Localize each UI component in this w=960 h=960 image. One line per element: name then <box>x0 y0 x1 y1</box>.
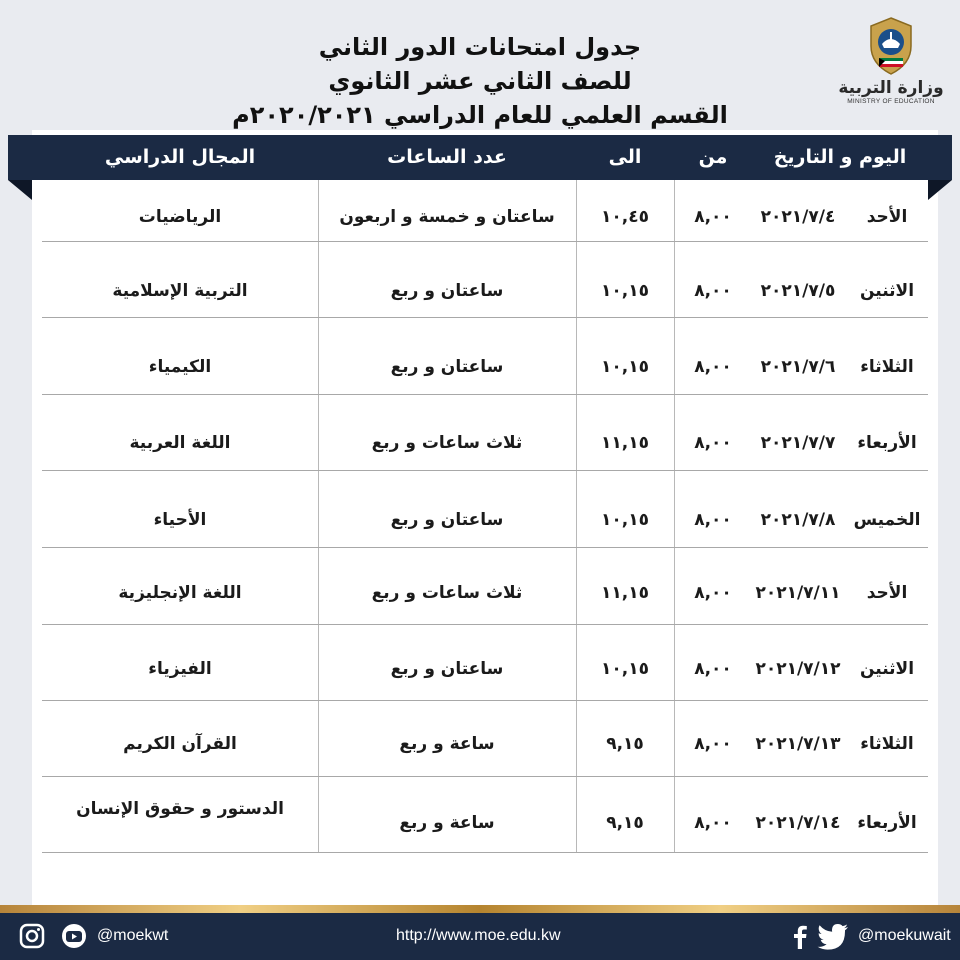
page-title <box>200 30 760 132</box>
cell-from: ٨,٠٠ <box>694 734 732 754</box>
cell-subject: القرآن الكريم <box>123 734 237 754</box>
title-line-1: جدول امتحانات الدور الثاني <box>318 33 642 61</box>
row-divider <box>42 700 928 701</box>
row-divider <box>42 547 928 548</box>
cell-date: ٢٠٢١/٧/٧ <box>760 433 836 453</box>
cell-subject: الرياضيات <box>138 207 222 227</box>
cell-date: ٢٠٢١/٧/١١ <box>755 583 841 603</box>
cell-to: ١٠,١٥ <box>601 659 649 679</box>
cell-hours: ثلاث ساعات و ربع <box>371 433 523 453</box>
header-from: من <box>698 146 728 168</box>
row-divider <box>42 852 928 853</box>
cell-from: ٨,٠٠ <box>694 510 732 530</box>
footer-website-link[interactable]: http://www.moe.edu.kw <box>396 927 561 944</box>
header-subject: المجال الدراسي <box>104 146 256 168</box>
cell-from: ٨,٠٠ <box>694 281 732 301</box>
cell-date: ٢٠٢١/٧/٥ <box>760 281 836 301</box>
cell-subject: الدستور و حقوق الإنسان <box>76 799 284 819</box>
ministry-logo <box>836 16 946 105</box>
cell-from: ٨,٠٠ <box>694 583 732 603</box>
cell-date: ٢٠٢١/٧/٦ <box>760 357 836 377</box>
cell-hours: ثلاث ساعات و ربع <box>371 583 523 603</box>
cell-hours: ساعة و ربع <box>399 734 495 754</box>
cell-to: ٩,١٥ <box>606 813 644 833</box>
cell-date: ٢٠٢١/٧/١٢ <box>755 659 841 679</box>
row-divider <box>42 317 928 318</box>
cell-day: الأربعاء <box>857 813 917 833</box>
cell-day: الأحد <box>866 207 908 227</box>
cell-subject: اللغة العربية <box>129 433 231 453</box>
cell-hours: ساعتان و ربع <box>390 659 504 679</box>
row-divider <box>42 394 928 395</box>
cell-date: ٢٠٢١/٧/٨ <box>760 510 836 530</box>
cell-from: ٨,٠٠ <box>694 813 732 833</box>
cell-to: ١٠,١٥ <box>601 510 649 530</box>
cell-from: ٨,٠٠ <box>694 357 732 377</box>
row-divider <box>42 241 928 242</box>
cell-day: الثلاثاء <box>860 734 914 754</box>
cell-subject: التربية الإسلامية <box>112 281 248 301</box>
cell-day: الاثنين <box>859 281 915 301</box>
cell-to: ١٠,٤٥ <box>601 207 649 227</box>
logo-arabic-text: وزارة التربية <box>838 78 944 98</box>
header-fold-left <box>8 180 32 200</box>
cell-from: ٨,٠٠ <box>694 433 732 453</box>
footer-gold-stripe <box>0 905 960 913</box>
cell-to: ١٠,١٥ <box>601 357 649 377</box>
header-day-date: اليوم و التاريخ <box>773 146 907 168</box>
logo-english-text: MINISTRY OF EDUCATION <box>847 98 935 105</box>
cell-hours: ساعة و ربع <box>399 813 495 833</box>
cell-day: الأحد <box>866 583 908 603</box>
footer-left-handle[interactable]: @moekwt <box>97 927 169 944</box>
row-divider <box>42 624 928 625</box>
youtube-icon[interactable] <box>60 922 88 950</box>
header-to: الى <box>608 146 642 168</box>
header-fold-right <box>928 180 952 200</box>
cell-day: الاثنين <box>859 659 915 679</box>
cell-day: الخميس <box>853 510 921 530</box>
cell-from: ٨,٠٠ <box>694 207 732 227</box>
title-line-3: القسم العلمي للعام الدراسي ٢٠٢٠/٢٠٢١م <box>232 101 728 129</box>
cell-date: ٢٠٢١/٧/١٣ <box>755 734 841 754</box>
cell-to: ١٠,١٥ <box>601 281 649 301</box>
cell-subject: الأحياء <box>153 510 207 530</box>
cell-to: ١١,١٥ <box>601 433 649 453</box>
kuwait-crest-icon <box>865 16 917 76</box>
twitter-icon[interactable] <box>816 922 850 950</box>
row-divider <box>42 470 928 471</box>
cell-hours: ساعتان و ربع <box>390 510 504 530</box>
facebook-icon[interactable] <box>786 922 814 950</box>
cell-day: الأربعاء <box>857 433 917 453</box>
header-hours: عدد الساعات <box>387 146 507 168</box>
cell-hours: ساعتان و خمسة و اربعون <box>339 207 555 227</box>
cell-date: ٢٠٢١/٧/٤ <box>760 207 836 227</box>
cell-hours: ساعتان و ربع <box>390 357 504 377</box>
cell-subject: الكيمياء <box>148 357 212 377</box>
row-divider <box>42 776 928 777</box>
cell-to: ٩,١٥ <box>606 734 644 754</box>
cell-day: الثلاثاء <box>860 357 914 377</box>
instagram-icon[interactable] <box>18 922 46 950</box>
cell-from: ٨,٠٠ <box>694 659 732 679</box>
cell-to: ١١,١٥ <box>601 583 649 603</box>
cell-date: ٢٠٢١/٧/١٤ <box>755 813 841 833</box>
cell-subject: الفيزياء <box>148 659 212 679</box>
cell-subject: اللغة الإنجليزية <box>118 583 242 603</box>
footer-right-handle[interactable]: @moekuwait <box>858 927 951 944</box>
title-line-2: للصف الثاني عشر الثانوي <box>328 67 632 95</box>
cell-hours: ساعتان و ربع <box>390 281 504 301</box>
